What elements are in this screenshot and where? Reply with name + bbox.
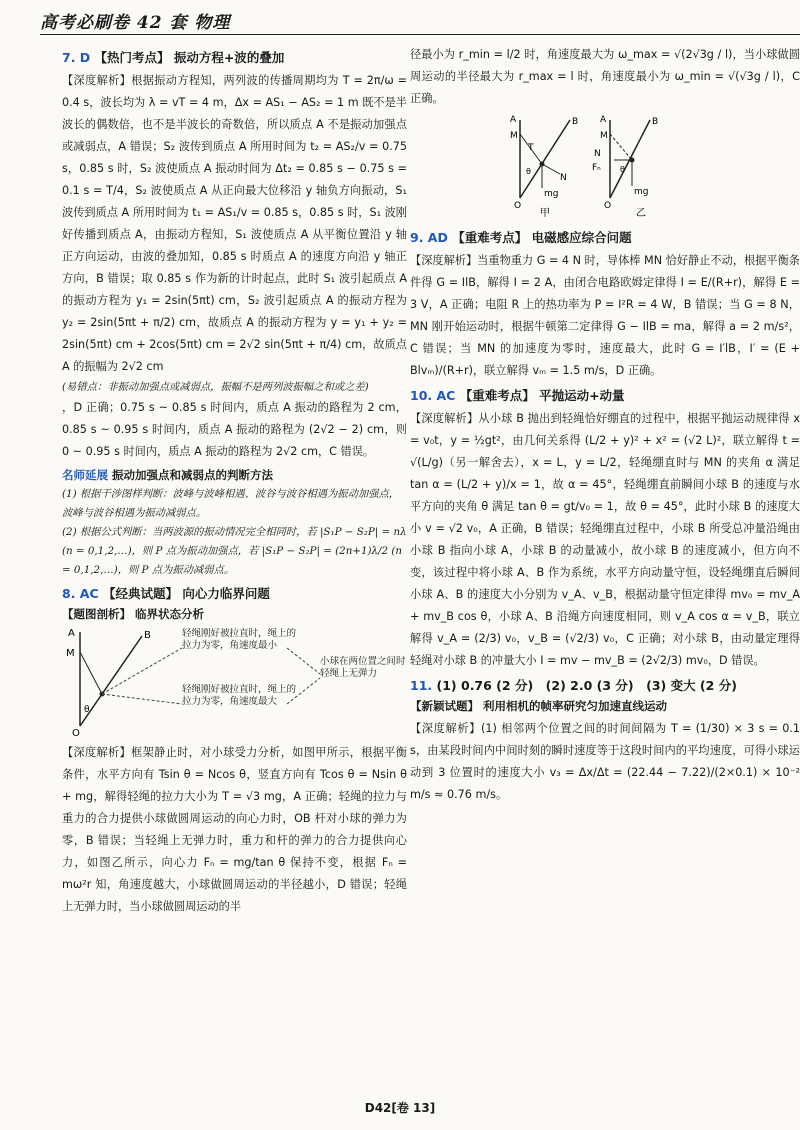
q11-number: 11. [410,678,433,693]
svg-text:B: B [572,117,579,127]
q7-analysis: 【深度解析】根据振动方程知，两列波的传播周期均为 T = 2π/ω = 0.4 s，波长均为 λ = vT = 4 m，Δx = AS₁ − AS₂ = 1 m 既不是半波长的偶数倍，也不是半波长的奇数倍，所以质点 A 不是振动加强点或减弱点，A 错误；S₂ 波传到质点 A 所用时间为 t₂ = AS₂/v = 0.75 s，0.85 s 时，S₂ 波使质点 A 振动时间为 Δt₂ = 0.85 s − 0.75 s = 0.1 s = T/4，S₂ 波使质点 A 从正向最大位移沿 y 轴负方向振动，S₁ 波传到质点 A 所用时间为 t₁ = AS₁/v = 0.85 s，0.85 s 时，S₁ 波刚好传播到质点 A，由振动方程知，S₁ 波使质点 A 从平衡位置沿 y 轴正方向运动，由波的叠加知，0.85 s 时质点 A 的速度方向沿 y 轴正方向，B 错误；取 0.85 s 作为新的计时起点，此时 S₁ 波引起质点 A 的振动方程为 y₁ = 2sin(5πt) cm，S₂ 波引起质点 A 的振动方程为 y₂ = 2sin(5πt + π/2) cm，故质点 A 的振动方程为 y = y₁ + y₂ = 2sin(5πt) cm + 2cos(5πt) cm = 2√2 sin(5πt + π/4) cm，故质点 A 的振幅为 2√2 cm [62,74,407,373]
svg-text:mg: mg [544,189,559,199]
extension-item-2: (2) 根据公式判断：当两波源的振动情况完全相同时，若 |S₁P − S₂P| = nλ (n = 0,1,2,…)，则 P 点为振动加强点，若 |S₁P − S₂P| = (2n+1)λ/2 (n = 0,1,2,…)，则 P 点为振动减弱点。 [62,526,407,576]
force-diagram [410,112,710,220]
extension-item-1: (1) 根据干涉图样判断：波峰与波峰相遇、波谷与波谷相遇为振动加强点，波峰与波谷相遇为振动减弱点。 [62,488,400,519]
question-8 [62,584,407,918]
book-title: 高考必刷卷 42 套 物理 [40,13,231,33]
q11-analysis: 【深度解析】(1) 相邻两个位置之间的时间间隔为 T = (1/30) × 3 s = 0.1 s，由某段时间内中间时刻的瞬时速度等于这段时间内的平均速度，可得小球运动到 3 位置时的速度大小 v₃ = Δx/Δt = (22.44 − 7.22)/(2×0.1) × 10⁻² m/s ≈ 0.76 m/s。 [410,722,800,801]
svg-text:O: O [604,201,612,211]
fig-label-theta: θ [84,705,90,715]
q8-topic: 向心力临界问题 [182,586,270,601]
right-column [410,44,800,1090]
fig-label-jia: 甲 [540,208,550,219]
question-11 [410,676,800,806]
q7-error-note: (易错点：非振动加强点或减弱点，振幅不是两列波振幅之和或之差) [62,381,369,393]
svg-text:A: A [510,115,517,125]
q8-tag: 【经典试题】 [103,586,179,601]
fig-label-b: B [144,630,151,641]
header-rule [40,34,800,35]
svg-text:N: N [560,173,567,183]
q8-analysis: 【深度解析】框架静止时，对小球受力分析，如图甲所示，根据平衡条件，水平方向有 Tsin θ = Ncos θ，竖直方向有 Tcos θ = Nsin θ + mg，解得轻绳的拉力大小为 T = √3 mg，A 正确；轻绳的拉力与重力的合力提供小球做圆周运动的向心力时，OB 杆对小球的弹力为零，B 错误；当轻绳上无弹力时，重力和杆的弹力的合力提供向心力，如图乙所示，向心力 Fₙ = mg/tan θ 保持不变，根据 Fₙ = mω²r 知，角速度越大，小球做圆周运动的半径越小，D 错误；轻绳上无弹力时，当小球做圆周运动的半 [62,746,407,913]
fig-label-a: A [68,628,75,639]
svg-text:M: M [600,131,608,141]
q10-tag: 【重难考点】 [459,388,535,403]
q11-tag: 【新颖试题】 [410,699,479,713]
fig-label-o: O [72,728,80,736]
q7-topic: 振动方程+波的叠加 [173,50,285,65]
q10-analysis: 【深度解析】从小球 B 抛出到轻绳恰好绷直的过程中，根据平抛运动规律得 x = v₀t，y = ½gt²，由几何关系得 (L/2 + y)² + x² = (√2 L)²，联立解得 t = √(L/g)（另一解舍去），x = L，y = L/2，轻绳绷直时与 MN 的夹角 α 满足 tan α = (L/2 + y)/x = 1，故 α = 45°，轻绳绷直前瞬间小球 B 的速度与水平方向的夹角 θ 满足 tan θ = gt/v₀ = 1，故 θ = 45°，此时小球 B 的速度大小 v = √2 v₀，A 正确，B 错误；轻绳绷直过程中，小球 B 所受总冲量沿绳由小球 B 指向小球 A，小球 B 的动量减小，故小球 B 的速度减小，但方向不变，该过程中将小球 A、B 作为系统，水平方向动量守恒，设轻绳绷直后瞬间小球 A、B 的速度大小分别为 v_A、v_B，根据动量守恒定律得 mv₀ = mv_A + mv_B cos θ，小球 A、B 沿绳方向速度相同，则 v_A cos α = v_B，联立解得 v_A = (2/3) v₀，v_B = (√2/3) v₀，C 正确；对小球 B，由动量定理得轻绳对小球 B 的冲量大小 I = mv − mv_B = (2√2/3) mv₀，D 错误。 [410,412,800,667]
svg-text:θ: θ [526,167,531,176]
svg-text:Fₙ: Fₙ [592,163,601,173]
fig-box-2: 轻绳刚好被拉直时，绳上的拉力为零，角速度最大 [182,684,297,707]
teacher-extension [62,467,407,580]
extension-title: 振动加强点和减弱点的判断方法 [112,468,274,482]
q9-number: 9. AD [410,230,448,245]
left-column [62,44,407,1090]
q7-tag: 【热门考点】 [94,50,170,65]
q10-topic: 平抛运动+动量 [539,388,625,403]
svg-text:N: N [594,149,601,159]
q9-topic: 电磁感应综合问题 [531,230,632,245]
svg-text:A: A [600,115,607,125]
svg-text:θ: θ [620,165,625,174]
question-10 [410,386,800,672]
page-footer: D42[卷 13] [364,1101,436,1115]
q8-sub-topic: 临界状态分析 [135,607,205,621]
diagram-jia [510,115,578,219]
svg-text:T: T [528,143,534,153]
q7-number: 7. D [62,50,91,65]
q8-number: 8. AC [62,586,99,601]
svg-text:mg: mg [634,187,649,197]
question-7 [62,48,407,463]
svg-text:M: M [510,131,518,141]
critical-state-diagram [62,626,407,736]
q9-tag: 【重难考点】 [452,230,528,245]
diagram-yi [592,115,658,219]
fig-label-m: M [66,648,75,659]
q7-analysis-tail: ，D 正确；0.75 s ~ 0.85 s 时间内，质点 A 振动的路程为 2 cm，0.85 s ~ 0.95 s 时间内，质点 A 振动的路程为 (2√2 − 2) cm，则 0 ~ 0.95 s 时间内，质点 A 振动的路程为 2√2 cm，C 错误。 [62,401,407,458]
q8-analysis-continued: 径最小为 r_min = l/2 时，角速度最大为 ω_max = √(2√3g / l)，当小球做圆周运动的半径最大为 r_max = l 时，角速度最小为 ω_min = √(√3g / l)，C 正确。 [410,48,800,105]
svg-text:B: B [652,117,659,127]
fig-box-3: 小球在两位置之间时轻绳上无弹力 [320,656,406,679]
fig-label-yi: 乙 [636,208,646,219]
force-diagram-figure [410,112,800,224]
q8-sub-tag: 【题图剖析】 [62,607,131,621]
q9-analysis: 【深度解析】当重物重力 G = 4 N 时，导体棒 MN 恰好静止不动，根据平衡条件得 G = IlB，解得 I = 2 A，由闭合电路欧姆定律得 I = E/(R+r)，解得 E = 3 V，A 正确；电阻 R 上的热功率为 P = I²R = 4 W，B 错误；当 G = 8 N，MN 刚开始运动时，根据牛顿第二定律得 G − IlB = ma，解得 a = 2 m/s²，C 错误；当 MN 的加速度为零时，速度最大，此时 G = I′lB，I′ = (E + Blvₘ)/(R+r)，联立解得 vₘ = 1.5 m/s，D 正确。 [410,254,800,377]
q10-number: 10. AC [410,388,456,403]
question-9 [410,228,800,382]
q11-topic: 利用相机的帧率研究匀加速直线运动 [483,699,668,713]
critical-state-figure [62,626,407,740]
fig-box-1: 轻绳刚好被拉直时，绳上的拉力为零，角速度最小 [182,628,297,651]
extension-badge: 名师延展 [62,468,108,482]
svg-text:O: O [514,201,522,211]
q11-answers: (1) 0.76 (2 分) (2) 2.0 (3 分) (3) 变大 (2 分) [436,678,737,693]
